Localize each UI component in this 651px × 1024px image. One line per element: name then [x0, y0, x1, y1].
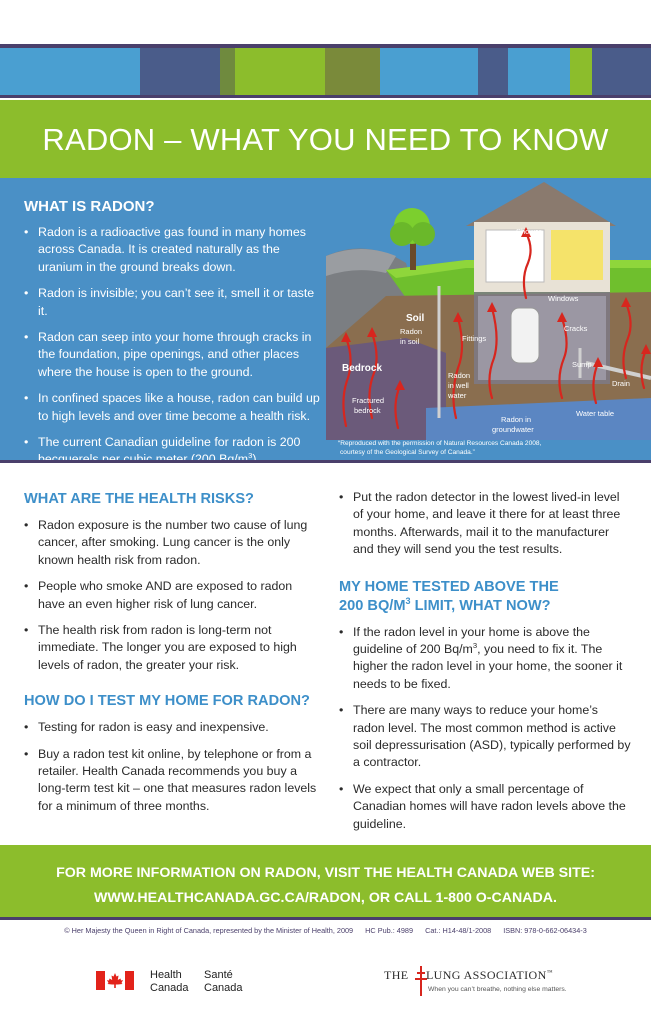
lung-the: THE — [384, 968, 409, 982]
fix-text-a: If the radon level in your home is above the guideline of 200 Bq/m — [353, 624, 590, 657]
list-item — [339, 624, 631, 694]
label-radon-groundwater: Radon in — [501, 415, 532, 424]
stripe — [140, 48, 220, 95]
fix-text-b: , you need to fix it. The higher the radon level in your home, the sooner it needs to be fixed. — [353, 642, 623, 691]
lung-tagline: When you can’t breathe, nothing else matters. — [428, 986, 567, 993]
radon-house-illustration — [326, 178, 651, 460]
guideline-text: The current Canadian guideline for radon is 200 — [38, 435, 301, 450]
superscript: 3 — [472, 640, 478, 650]
lung-association-logo — [384, 966, 614, 1000]
list-item: • People who smoke AND are exposed to radon have an even higher risk of lung cancer. — [24, 578, 320, 613]
more-info-line-2: WWW.HEALTHCANADA.GC.CA/RADON, OR CALL 1-800 O-CANADA. — [94, 890, 557, 906]
stripe-rule — [0, 95, 651, 98]
label-fractured: Fractured — [352, 396, 385, 405]
list-item: • Radon is a radioactive gas found in many homes across Canada. It is created naturally as the uranium in the ground breaks down. — [24, 224, 324, 276]
label-shower: Shower — [516, 227, 542, 236]
label-bedrock: Bedrock — [342, 363, 383, 374]
copyright: © Her Majesty the Queen in Right of Canada, represented by the Minister of Health, 2009 — [64, 926, 354, 935]
list-item: • In confined spaces like a house, radon can build up to high levels and over time become a health risk. — [24, 390, 324, 425]
band-bottom-rule — [0, 917, 651, 920]
list-item: • Testing for radon is easy and inexpensive. — [24, 719, 320, 736]
trademark: ™ — [546, 970, 553, 976]
list-item: • We expect that only a small percentage of Canadian homes will have radon levels above the guideline. — [339, 781, 631, 833]
list-item: • Radon exposure is the number two cause of lung cancer, after smoking. Lung cancer is the only known health risk from radon. — [24, 517, 320, 569]
health-canada-french — [204, 969, 243, 995]
test-home-list — [24, 719, 320, 815]
heading-line-1: MY HOME TESTED ABOVE THE — [339, 578, 559, 595]
label-sump: Sump — [572, 360, 592, 369]
label-windows: Windows — [548, 294, 579, 303]
what-is-radon-heading: WHAT IS RADON? — [24, 198, 155, 215]
title-band — [0, 100, 651, 178]
superscript: 3 — [405, 595, 411, 606]
lung-name: LUNG ASSOCIATION — [425, 968, 547, 982]
catalogue-number: Cat.: H14-48/1-2008 — [425, 926, 492, 935]
health-risks-heading: WHAT ARE THE HEALTH RISKS? — [24, 491, 254, 507]
superscript: 3 — [248, 451, 253, 461]
health-fr-1: Santé — [204, 969, 233, 981]
heading-line-2b: LIMIT, WHAT NOW? — [410, 597, 551, 614]
lung-association-name — [384, 968, 553, 983]
what-is-radon-list — [24, 224, 324, 478]
more-info-band — [0, 845, 651, 917]
above-limit-heading — [339, 578, 631, 616]
label-water-table: Water table — [576, 409, 615, 418]
label-water: water — [448, 391, 467, 400]
stripe — [325, 48, 380, 95]
label-radon-well: Radon — [448, 371, 471, 380]
stripe — [0, 48, 140, 95]
illustration-credit-1: “Reproduced with the permission of Natural Resources Canada 2008, — [338, 440, 542, 447]
stripe — [570, 48, 592, 95]
label-fractured-bedrock: bedrock — [354, 406, 381, 415]
page-title: RADON – WHAT YOU NEED TO KNOW — [42, 122, 609, 157]
isbn: ISBN: 978-0-662-06434-3 — [503, 926, 587, 935]
stripe — [508, 48, 570, 95]
list-item: • Radon is invisible; you can’t see it, smell it or taste it. — [24, 285, 324, 320]
publication-info — [0, 926, 651, 935]
health-fr-2: Canada — [204, 982, 243, 994]
label-groundwater: groundwater — [492, 425, 534, 434]
stripe — [235, 48, 325, 95]
stripe — [478, 48, 508, 95]
label-drain: Drain — [612, 379, 630, 388]
list-item: • The health risk from radon is long-term not immediate. The longer you are exposed to high levels of radon, the greater your risk. — [24, 622, 320, 674]
left-column — [24, 490, 320, 815]
more-info-line-1: FOR MORE INFORMATION ON RADON, VISIT THE HEALTH CANADA WEB SITE: — [56, 865, 595, 881]
list-item — [24, 434, 324, 469]
list-item: • Radon can seep into your home through cracks in the foundation, pipe openings, and other places where the house is open to the ground. — [24, 329, 324, 381]
hc-pub: HC Pub.: 4989 — [365, 926, 414, 935]
list-item: • Put the radon detector in the lowest lived-in level of your home, and leave it there for at least three months. Afterwards, mail it to the manufacturer and they will send you the test results. — [339, 489, 631, 559]
heading-line-2a: 200 BQ/M — [339, 597, 406, 614]
list-item: • Buy a radon test kit online, by telephone or from a retailer. Health Canada recommends you buy a long-term test kit – one that measures radon levels for a minimum of three months. — [24, 746, 320, 816]
label-cracks: Cracks — [564, 324, 588, 333]
right-column — [339, 489, 631, 833]
list-item: • There are many ways to reduce your home’s radon level. The most common method is active soil depressurisation (ASD), typically performed by a contractor. — [339, 702, 631, 772]
health-canada-logo — [96, 966, 296, 998]
label-radon-soil: Radon — [400, 327, 423, 336]
label-fittings: Fittings — [462, 334, 487, 343]
above-limit-list — [339, 624, 631, 833]
health-en-1: Health — [150, 969, 182, 981]
stripe — [380, 48, 478, 95]
panel-bottom-rule — [0, 460, 651, 463]
stripe — [220, 48, 235, 95]
illustration-credit-2: courtesy of the Geological Survey of Canada.” — [340, 449, 475, 456]
canada-flag-icon — [96, 971, 134, 990]
label-in-soil: in soil — [400, 337, 420, 346]
header-stripes — [0, 48, 651, 95]
detector-list — [339, 489, 631, 559]
health-risks-list — [24, 517, 320, 674]
health-canada-english — [150, 969, 189, 995]
health-en-2: Canada — [150, 982, 189, 994]
label-soil: Soil — [406, 313, 425, 324]
test-home-heading: HOW DO I TEST MY HOME FOR RADON? — [24, 693, 310, 710]
stripe — [592, 48, 651, 95]
label-in-well: in well — [448, 381, 469, 390]
